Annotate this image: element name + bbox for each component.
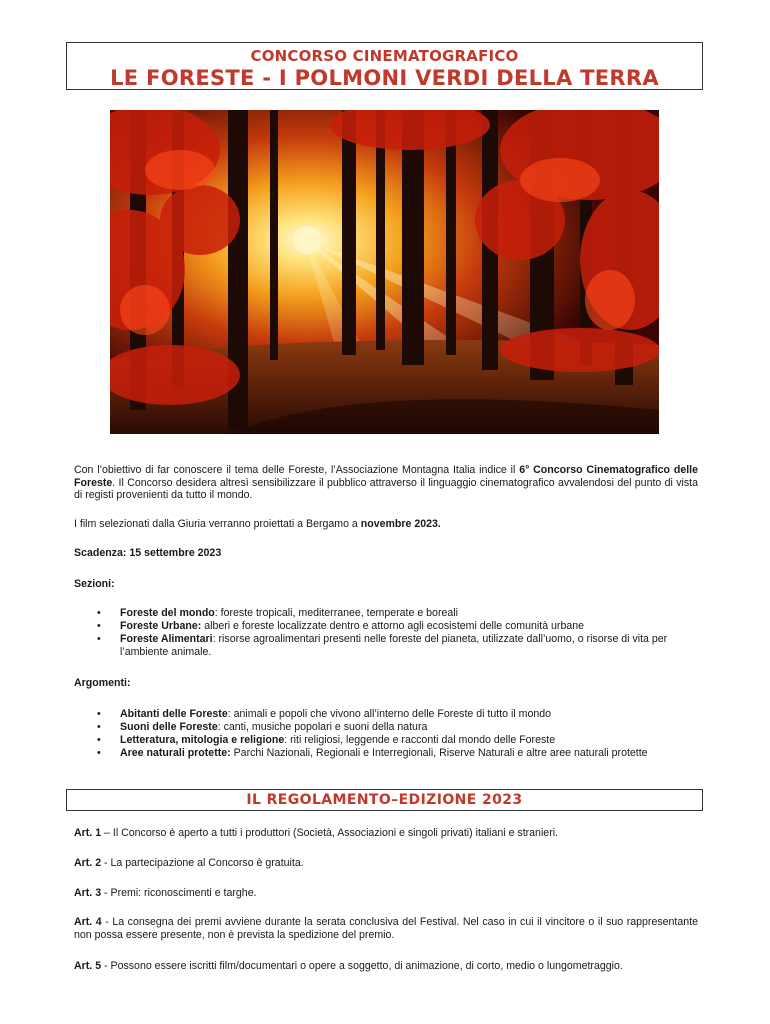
article-4 — [74, 916, 698, 941]
article-2 — [74, 857, 698, 870]
item-desc: : riti religiosi, leggende e racconti dal mondo delle Foreste — [284, 734, 556, 746]
argomenti-heading: Argomenti: — [74, 677, 131, 689]
item-term: Abitanti delle Foreste — [120, 708, 228, 720]
item-term: Foreste Urbane: — [120, 620, 202, 632]
item-term: Aree naturali protette: — [120, 747, 231, 759]
screening-paragraph — [74, 518, 698, 531]
sezioni-heading: Sezioni: — [74, 578, 115, 590]
list-item — [74, 734, 686, 747]
article-3 — [74, 887, 698, 900]
article-text: - La consegna dei premi avviene durante la serata conclusiva del Festival. Nel caso in cui il vincitore o il suo rappresentante non possa essere presente, non è prevista la spedizione del premio. — [74, 916, 698, 941]
title-box — [66, 42, 703, 90]
list-item — [74, 607, 686, 620]
article-text: - La partecipazione al Concorso è gratuita. — [101, 857, 304, 869]
item-term: Letteratura, mitologia e religione — [120, 734, 285, 746]
list-item — [74, 633, 686, 659]
document-supertitle: CONCORSO CINEMATOGRAFICO — [250, 47, 519, 65]
item-desc: : canti, musiche popolari e suoni della natura — [217, 721, 428, 733]
article-label: Art. 5 — [74, 960, 102, 972]
regolamento-heading: IL REGOLAMENTO–EDIZIONE 2023 — [66, 789, 703, 811]
list-item — [74, 708, 686, 721]
list-item — [74, 620, 686, 633]
item-desc: : animali e popoli che vivono all’interno delle Foreste di tutto il mondo — [227, 708, 552, 720]
list-item — [74, 747, 686, 760]
screening-text: I film selezionati dalla Giuria verranno proiettati a Bergamo a — [74, 518, 361, 530]
intro-paragraph — [74, 464, 698, 502]
intro-text-2: . Il Concorso desidera altresì sensibilizzare il pubblico attraverso il linguaggio cinematografico avvalendosi del punto di vista di registi provenienti da tutto il mondo. — [74, 476, 698, 502]
item-desc: Parchi Nazionali, Regionali e Interregionali, Riserve Naturali e altre aree naturali protette — [230, 747, 648, 759]
article-text: - Possono essere iscritti film/documentari o opere a soggetto, di animazione, di corto, medio o lungometraggio. — [101, 960, 623, 972]
screening-date: novembre 2023. — [360, 518, 441, 530]
article-label: Art. 3 — [74, 887, 102, 899]
item-desc: : foreste tropicali, mediterranee, temperate e boreali — [214, 607, 458, 619]
article-5 — [74, 960, 698, 973]
forest-photo — [110, 110, 659, 434]
sezioni-list — [74, 607, 686, 659]
document-title: LE FORESTE - I POLMONI VERDI DELLA TERRA — [110, 66, 659, 90]
item-term: Suoni delle Foreste — [120, 721, 218, 733]
deadline: Scadenza: 15 settembre 2023 — [74, 547, 222, 559]
argomenti-list — [74, 708, 686, 760]
contest-name: 6° Concorso Cinematografico delle Foreste — [74, 464, 698, 489]
article-label: Art. 4 — [74, 916, 102, 928]
item-term: Foreste Alimentari — [120, 633, 213, 645]
article-text: – Il Concorso è aperto a tutti i produttori (Società, Associazioni e singoli privati) italiani e stranieri. — [101, 827, 559, 839]
intro-text-1: Con l’obiettivo di far conoscere il tema delle Foreste, l’Associazione Montagna Italia indice il — [74, 464, 520, 476]
item-term: Foreste del mondo — [120, 607, 215, 619]
article-label: Art. 2 — [74, 857, 102, 869]
article-label: Art. 1 — [74, 827, 102, 839]
list-item — [74, 721, 686, 734]
item-desc: : risorse agroalimentari presenti nelle foreste del pianeta, utilizzate dall’uomo, o risorse di vita per l’ambiente animale. — [120, 633, 668, 658]
article-text: - Premi: riconoscimenti e targhe. — [101, 887, 257, 899]
article-1 — [74, 827, 698, 840]
item-desc: alberi e foreste localizzate dentro e attorno agli ecosistemi delle comunità urbane — [201, 620, 585, 632]
